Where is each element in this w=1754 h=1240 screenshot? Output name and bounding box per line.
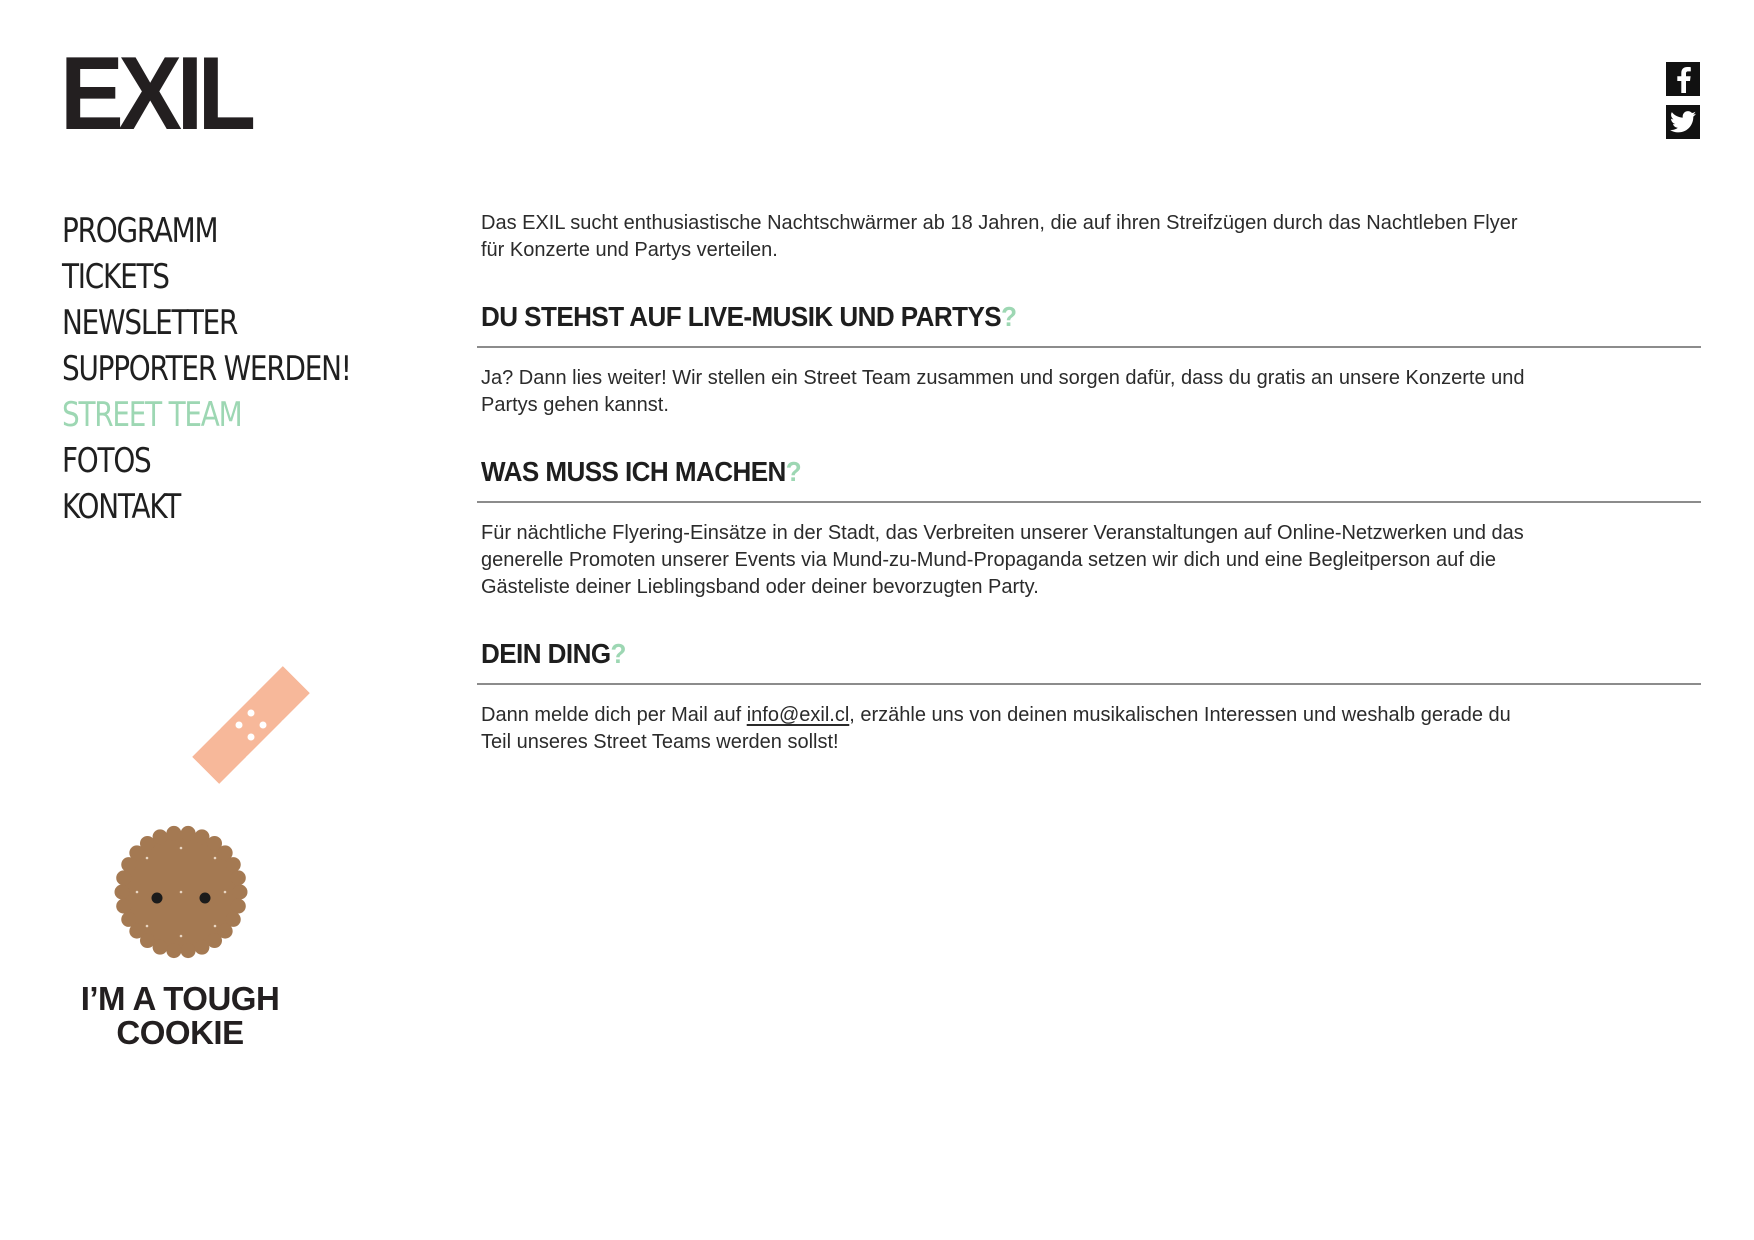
- section-heading: [481, 455, 1616, 489]
- cookie-caption: [60, 982, 300, 1050]
- nav-item-supporter-werden[interactable]: SUPPORTER WERDEN!: [62, 349, 351, 389]
- section-divider: [477, 683, 1701, 685]
- site-logo[interactable]: EXIL: [60, 36, 251, 152]
- section-live-musik: [477, 300, 1701, 419]
- text-after-email: , erzähle uns von deinen musikalischen Interessen und weshalb gerade du Teil unseres Street Teams werden sollst!: [481, 704, 1511, 753]
- section-heading: [481, 300, 1616, 334]
- facebook-icon: [1672, 65, 1694, 93]
- main-content: [477, 210, 1701, 756]
- nav-item-street-team[interactable]: STREET TEAM: [62, 395, 242, 435]
- cookie-caption-line1: I’M A TOUGH: [80, 980, 280, 1017]
- social-links: [1666, 62, 1700, 139]
- bandage-x-icon: [186, 660, 316, 790]
- nav-item-fotos[interactable]: FOTOS: [62, 441, 151, 481]
- section-divider: [477, 501, 1701, 503]
- question-mark: ?: [610, 638, 626, 669]
- nav-item-kontakt[interactable]: KONTAKT: [62, 487, 181, 527]
- section-divider: [477, 346, 1701, 348]
- twitter-icon: [1670, 111, 1696, 133]
- nav-item-newsletter[interactable]: NEWSLETTER: [62, 303, 238, 343]
- section-was-machen: [477, 455, 1701, 601]
- intro-paragraph: Das EXIL sucht enthusiastische Nachtschwärmer ab 18 Jahren, die auf ihren Streifzügen durch das Nachtleben Flyer für Konzerte und Partys verteilen.: [481, 212, 1518, 261]
- section-dein-ding: [477, 637, 1701, 756]
- nav-item-tickets[interactable]: TICKETS: [62, 257, 169, 297]
- heading-text: WAS MUSS ICH MACHEN: [481, 456, 786, 487]
- section-paragraph: Für nächtliche Flyering-Einsätze in der Stadt, das Verbreiten unserer Veranstaltungen auf Online-Netzwerken und das generelle Promoten unserer Events via Mund-zu-Mund-Propaganda setzen wir dich und eine Begleitperson auf die Gästeliste deiner Lieblingsband oder deiner bevorzugten Party.: [481, 522, 1524, 598]
- section-heading: [481, 637, 1616, 671]
- main-nav: [62, 208, 414, 530]
- email-link[interactable]: info@exil.cl: [746, 704, 850, 726]
- nav-item-programm[interactable]: PROGRAMM: [62, 211, 218, 251]
- heading-text: DU STEHST AUF LIVE-MUSIK UND PARTYS: [481, 301, 1002, 332]
- section-paragraph: [481, 702, 1541, 756]
- section-paragraph: Ja? Dann lies weiter! Wir stellen ein Street Team zusammen und sorgen dafür, dass du gratis an unsere Konzerte und Partys gehen kannst.: [481, 367, 1525, 416]
- question-mark: ?: [1001, 301, 1017, 332]
- text-before-email: Dann melde dich per Mail auf: [481, 704, 747, 726]
- twitter-button[interactable]: [1666, 105, 1700, 139]
- cookie-caption-line2: COOKIE: [116, 1014, 244, 1051]
- facebook-button[interactable]: [1666, 62, 1700, 96]
- question-mark: ?: [785, 456, 802, 487]
- cookie-icon: [113, 824, 249, 960]
- heading-text: DEIN DING: [481, 638, 611, 669]
